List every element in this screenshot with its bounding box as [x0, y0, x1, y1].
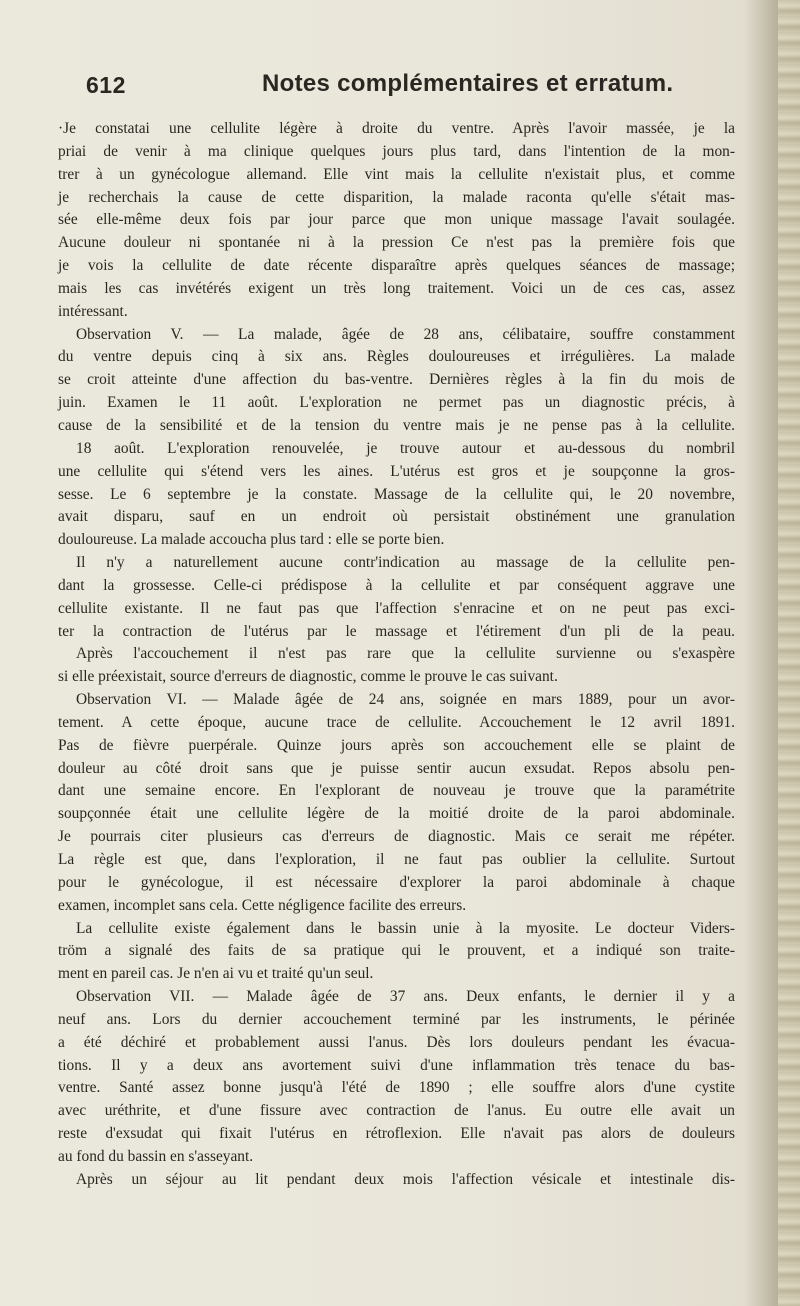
text-line: reste d'exsudat qui fixait l'utérus en rétroflexion. Elle n'avait pas alors de douleurs — [58, 1125, 735, 1143]
text-line: avait disparu, sauf en un endroit où persistait obstinément une granulation — [58, 508, 735, 526]
text-line: trer à un gynécologue allemand. Elle vint mais la cellulite n'existait plus, et comme — [58, 165, 735, 183]
text-line: ·Je constatai une cellulite légère à droite du ventre. Après l'avoir massée, je la — [58, 120, 735, 137]
text-line: Aucune douleur ni spontanée ni à la pression Ce n'est pas la première fois que — [58, 234, 735, 252]
text-line: dant une semaine encore. En l'explorant de nouveau je trouve que la paramétrite — [58, 782, 735, 800]
text-line: douloureuse. La malade accoucha plus tard : elle se porte bien. — [58, 531, 445, 549]
text-line: Après un séjour au lit pendant deux mois l'affection vésicale et intestinale dis- — [76, 1170, 735, 1188]
text-line: La cellulite existe également dans le bassin unie à la myosite. Le docteur Viders- — [76, 919, 735, 937]
text-line: priai de venir à ma clinique quelques jours plus tard, dans l'intention de la mon- — [58, 142, 735, 160]
text-line: Il n'y a naturellement aucune contr'indication au massage de la cellulite pen- — [76, 554, 735, 572]
text-line: si elle préexistait, source d'erreurs de diagnostic, comme le prouve le cas suivant. — [58, 668, 558, 686]
text-line: Après l'accouchement il n'est pas rare que la cellulite survienne ou s'exaspère — [76, 645, 735, 663]
text-line: Pas de fièvre puerpérale. Quinze jours après son accouchement elle se plaint de — [58, 736, 735, 754]
text-line: Je pourrais citer plusieurs cas d'erreurs de diagnostic. Mais ce serait me répéter. — [58, 828, 735, 846]
text-line: dant la grossesse. Celle-ci prédispose à la cellulite et par conséquent aggrave une — [58, 576, 735, 594]
body-text — [58, 118, 735, 1192]
running-title: Notes complémentaires et erratum. — [262, 70, 674, 97]
text-line: cellulite existante. Il ne faut pas que l'affection s'enracine et on ne peut pas exci- — [58, 599, 735, 617]
page-binding-edge — [778, 0, 800, 1306]
text-line: sée elle-même deux fois par jour parce que mon unique massage l'avait soulagée. — [58, 211, 735, 229]
text-line: intéressant. — [58, 302, 128, 320]
text-line: ventre. Santé assez bonne jusqu'à l'été de 1890 ; elle souffre alors d'une cystite — [58, 1079, 735, 1097]
text-line: tröm a signalé des faits de sa pratique qui le prouvent, et a indiqué son traite- — [58, 942, 735, 960]
text-line: pour le gynécologue, il est nécessaire d'explorer la paroi abdominale à chaque — [58, 873, 735, 891]
page-number: 612 — [86, 72, 126, 98]
text-line: 18 août. L'exploration renouvelée, je trouve autour et au-dessous du nombril — [76, 439, 735, 457]
text-line: neuf ans. Lors du dernier accouchement terminé par les instruments, le périnée — [58, 1010, 735, 1028]
text-line: La règle est que, dans l'exploration, il ne faut pas oublier la cellulite. Surtout — [58, 851, 735, 868]
text-line: Observation VII. — Malade âgée de 37 ans. Deux enfants, le dernier il y a — [76, 988, 735, 1006]
text-line: juin. Examen le 11 août. L'exploration ne permet pas un diagnostic précis, à — [58, 394, 735, 412]
text-line: je vois la cellulite de date récente disparaître après quelques séances de massage; — [58, 257, 735, 275]
text-line: au fond du bassin en s'asseyant. — [58, 1147, 254, 1165]
page-header — [86, 62, 746, 102]
text-line: a été déchiré et probablement aussi l'anus. Dès lors douleurs pendant les évacua- — [58, 1033, 735, 1051]
text-line: tement. A cette époque, aucune trace de cellulite. Accouchement le 12 avril 1891. — [58, 713, 735, 731]
text-line: sesse. Le 6 septembre je la constate. Massage de la cellulite qui, le 20 novembre, — [58, 485, 735, 503]
text-line: ter la contraction de l'utérus par le massage et l'étirement d'un pli de la peau. — [58, 622, 735, 640]
text-line: une cellulite qui s'étend vers les aines. L'utérus est gros et je soupçonne la gros- — [58, 462, 735, 480]
text-line: avec uréthrite, et d'une fissure avec contraction de l'anus. Eu outre elle avait un — [58, 1102, 735, 1120]
text-line: je recherchais la cause de cette disparition, la malade raconta qu'elle s'était mas- — [58, 188, 735, 206]
text-line: tions. Il y a deux ans avortement suivi d'une inflammation très tenace du bas- — [58, 1056, 735, 1074]
text-line: Observation VI. — Malade âgée de 24 ans, soignée en mars 1889, pour un avor- — [76, 691, 735, 709]
text-line: du ventre depuis cinq à six ans. Règles douloureuses et irrégulières. La malade — [58, 348, 735, 366]
text-line: examen, incomplet sans cela. Cette négligence facilite des erreurs. — [58, 896, 467, 914]
text-line: soupçonnée était une cellulite légère de la moitié droite de la paroi abdominale. — [58, 805, 735, 823]
text-line: ment en pareil cas. Je n'en ai vu et traité qu'un seul. — [58, 965, 374, 983]
text-line: se croit atteinte d'une affection du bas-ventre. Dernières règles à la fin du mois de — [58, 371, 735, 389]
text-line: mais les cas invétérés exigent un très long traitement. Voici un de ces cas, assez — [58, 279, 735, 297]
text-line: douleur au côté droit sans que je puisse sentir aucun exsudat. Repos absolu pen- — [58, 759, 735, 777]
text-line: cause de la sensibilité et de la tension du ventre mais je ne pense pas à la cellulite. — [58, 416, 735, 434]
text-line: Observation V. — La malade, âgée de 28 ans, célibataire, souffre constamment — [76, 325, 735, 343]
